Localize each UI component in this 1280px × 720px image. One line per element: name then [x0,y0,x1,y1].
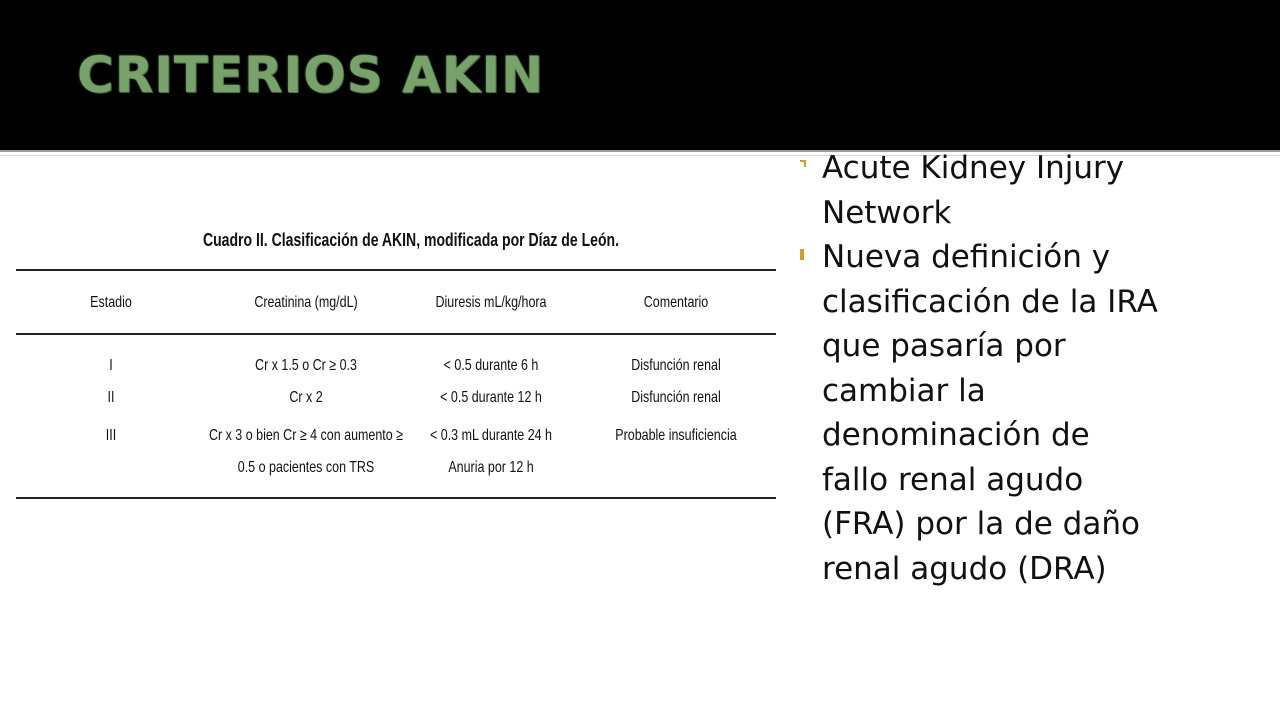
table-caption: Cuadro II. Clasificación de AKIN, modificada por Díaz de León. [202,230,620,250]
cell-creatinine: Cr x 2 [289,389,323,406]
bullet-marker-icon [800,160,806,162]
cell-comment: Probable insuficiencia [615,427,737,444]
cell-stage: III [105,427,117,444]
cell-comment: Disfunción renal [631,389,721,406]
table-top-rule [16,269,776,271]
cell-diuresis: < 0.5 durante 6 h [443,357,539,374]
cell-creatinine: Cr x 1.5 o Cr ≥ 0.3 [255,357,357,374]
cell-stage: II [107,389,115,406]
header-creatinina: Creatinina (mg/dL) [254,294,358,311]
cell-diuresis: < 0.3 mL durante 24 h [430,427,552,444]
bullet-text: Nueva definición y clasificación de la IRA que pasaría por cambiar la denominación de fallo renal agudo (FRA) por la de daño renal agudo (DRA) [822,239,1158,587]
header-comentario: Comentario [643,294,709,311]
bullet-list [792,146,1162,591]
cell-creatinine: Cr x 3 o bien Cr ≥ 4 con aumento ≥ [208,427,404,444]
cell-comment: Disfunción renal [631,357,721,374]
cell-creatinine-line2: 0.5 o pacientes con TRS [237,459,375,476]
bullet-item [792,235,1162,591]
cell-diuresis: < 0.5 durante 12 h [440,389,542,406]
table-bottom-rule [16,497,776,499]
title-bar [0,0,1280,150]
table-header-rule [16,333,776,335]
header-estadio: Estadio [90,294,132,311]
cell-stage: I [109,357,113,374]
bullet-marker-icon [800,249,804,260]
header-diuresis: Diuresis mL/kg/hora [435,294,547,311]
bullet-item [792,146,1162,235]
cell-diuresis-line2: Anuria por 12 h [448,459,534,476]
slide-title: CRITERIOS AKIN [77,46,544,104]
bullet-text: Acute Kidney Injury Network [822,150,1125,231]
akin-table-image [16,222,776,512]
